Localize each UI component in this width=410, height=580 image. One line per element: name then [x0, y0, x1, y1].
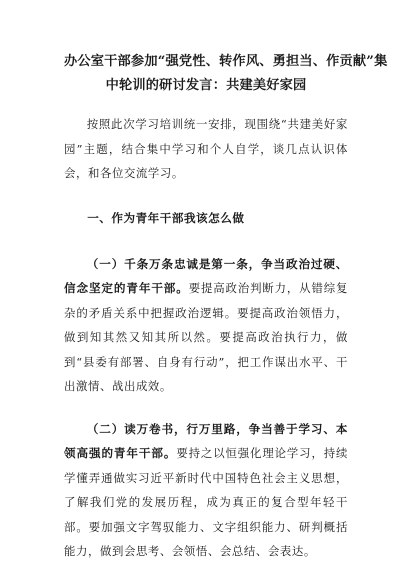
document-title-line-1: 办公室干部参加“强党性、转作风、勇担当、作贡献”集	[64, 54, 388, 69]
subsection-paragraph-2	[64, 417, 348, 564]
document-title-line-2: 中轮训的研讨发言：共建美好家园	[105, 78, 307, 93]
section-heading-1: 一、作为青年干部我该怎么做	[87, 210, 245, 225]
document-title	[64, 50, 388, 98]
subsection-body-1: 要提高政治判断力，从错综复杂的矛盾关系中把握政治逻辑。要提高政治领悟力，做到知其然又知其所以然。要提高政治执行力，做到“县委有部署、自身有行动”，把工作谋出水平、干出激情、战出成效。	[64, 281, 348, 393]
subsection-lead-2: （二）读万卷书，行万里路，争当善于学习、本领高强的青年干部。	[64, 421, 348, 460]
subsection-body-2: 要持之以恒强化理论学习，持续学懂弄通做实习近平新时代中国特色社会主义思想，了解我们党的发展历程，成为真正的复合型年轻干部。要加强文字驾驭能力、文字组织能力、研判概括能力，做到会思考、会领悟、会总结、会表达。	[64, 446, 348, 558]
subsection-paragraph-1	[64, 252, 348, 399]
subsection-lead-1: （一）千条万条忠诚是第一条，争当政治过硬、信念坚定的青年干部。	[64, 256, 348, 295]
intro-paragraph: 按照此次学习培训统一安排，现围绕“共建美好家园”主题，结合集中学习和个人自学，谈几点认识体会，和各位交流学习。	[64, 117, 348, 180]
